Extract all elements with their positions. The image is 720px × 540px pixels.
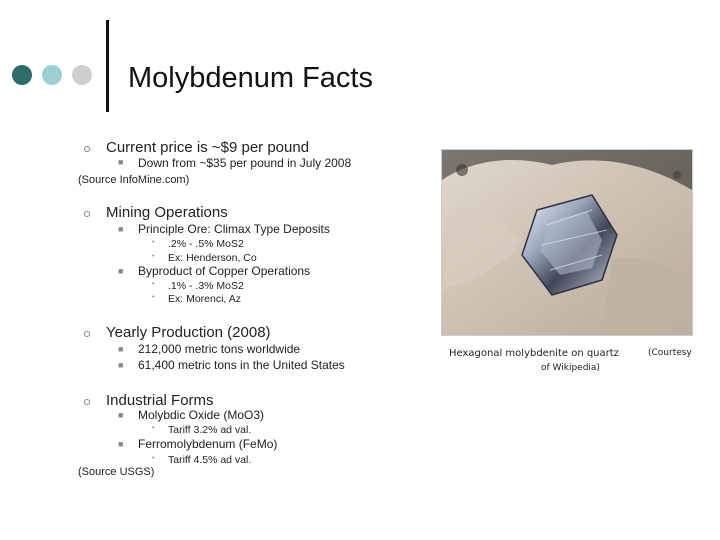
bullet-ring — [84, 211, 90, 217]
bullet-dot: • — [152, 455, 155, 462]
mining-item-2-detail-1: .1% - .3% MoS2 — [168, 280, 244, 292]
industrial-item-1-detail-1: Tariff 3.2% ad val. — [168, 424, 252, 436]
bullet-ring — [84, 399, 90, 405]
mining-item-2-detail-2: Ex: Morenci, Az — [168, 293, 241, 305]
decor-dot-light — [72, 65, 92, 85]
mining-item-1-detail-2: Ex: Henderson, Co — [168, 252, 257, 264]
decor-dot-mid — [42, 65, 62, 85]
molybdenite-photo — [441, 149, 693, 336]
mining-item-1: Principle Ore: Climax Type Deposits — [138, 222, 330, 236]
photo-credit-b: of Wikipedia) — [541, 363, 600, 373]
bullet-ring — [84, 146, 90, 152]
bullet-dot: • — [152, 253, 155, 260]
bullet-square: ■ — [118, 157, 124, 167]
title-divider — [106, 20, 109, 112]
production-heading: Yearly Production (2008) — [106, 324, 271, 341]
industrial-item-1: Molybdic Oxide (MoO3) — [138, 408, 265, 422]
price-source: (Source InfoMine.com) — [78, 174, 190, 186]
decor-dot-dark — [12, 65, 32, 85]
price-heading: Current price is ~$9 per pound — [106, 139, 310, 156]
bullet-square: ■ — [118, 224, 124, 234]
bullet-square: ■ — [118, 266, 124, 276]
bullet-dot: • — [152, 294, 155, 301]
slide-title: Molybdenum Facts — [128, 62, 373, 94]
industrial-source: (Source USGS) — [78, 466, 155, 478]
price-sub: Down from ~$35 per pound in July 2008 — [138, 156, 352, 170]
molybdenite-illustration — [442, 150, 692, 335]
mining-item-1-detail-1: .2% - .5% MoS2 — [168, 238, 244, 250]
industrial-heading: Industrial Forms — [106, 392, 214, 409]
mining-heading: Mining Operations — [106, 204, 228, 221]
bullet-dot: • — [152, 281, 155, 288]
bullet-dot: • — [152, 239, 155, 246]
production-item-2: 61,400 metric tons in the United States — [138, 358, 345, 372]
bullet-square: ■ — [118, 360, 124, 370]
industrial-item-2-detail-1: Tariff 4.5% ad val. — [168, 454, 252, 466]
bullet-square: ■ — [118, 410, 124, 420]
photo-caption: Hexagonal molybdenite on quartz — [449, 348, 619, 359]
industrial-item-2: Ferromolybdenum (FeMo) — [138, 437, 278, 451]
bullet-square: ■ — [118, 439, 124, 449]
bullet-ring — [84, 331, 90, 337]
bullet-square: ■ — [118, 344, 124, 354]
bullet-dot: • — [152, 425, 155, 432]
photo-credit-a: (Courtesy — [648, 348, 692, 358]
mining-item-2: Byproduct of Copper Operations — [138, 264, 311, 278]
production-item-1: 212,000 metric tons worldwide — [138, 342, 301, 356]
